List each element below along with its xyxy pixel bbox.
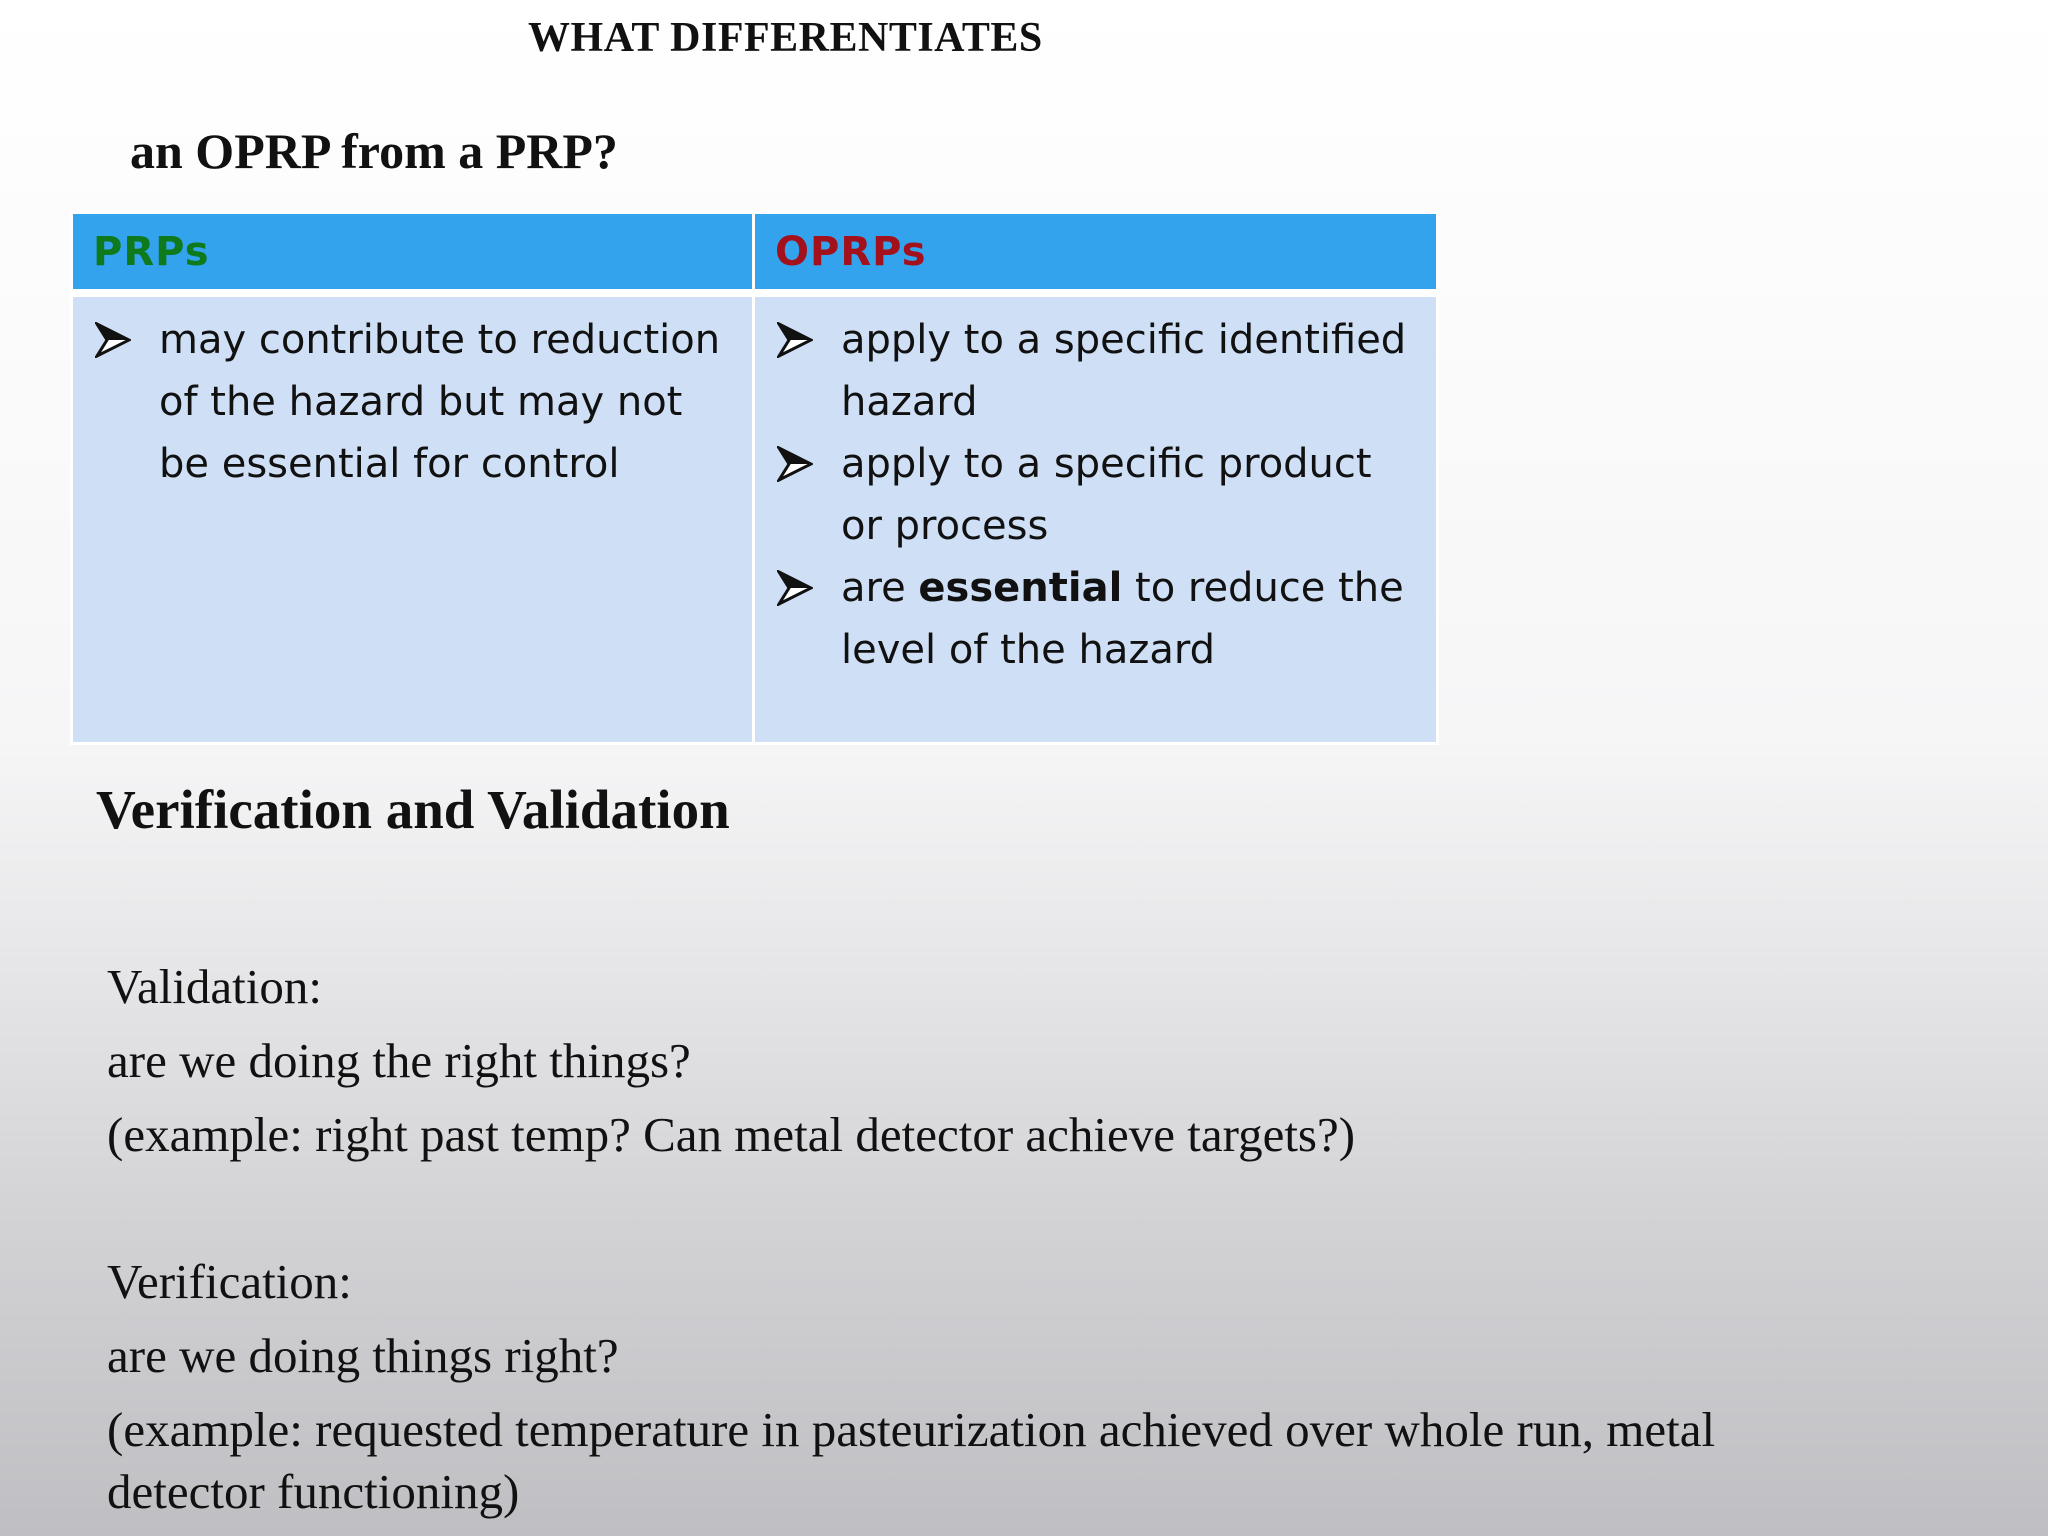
prp-bullet-text: may contribute to reduction of the hazard but may not be essential for control xyxy=(159,317,721,487)
list-item xyxy=(755,557,1436,681)
header-oprps: OPRPs xyxy=(754,213,1438,294)
arrowhead-bullet-icon xyxy=(777,322,813,358)
comparison-table xyxy=(70,211,1439,745)
list-item xyxy=(755,309,1436,433)
header-prps: PRPs xyxy=(72,213,754,294)
arrowhead-bullet-icon xyxy=(777,570,813,606)
arrowhead-bullet-icon xyxy=(777,446,813,482)
validation-label: Validation: xyxy=(107,959,323,1014)
section-heading: Verification and Validation xyxy=(96,779,730,840)
list-item xyxy=(73,309,752,495)
oprp-cell xyxy=(754,293,1438,744)
prp-bullet-list xyxy=(73,309,752,495)
table-body-row xyxy=(72,293,1438,744)
oprp-bullet-text-after: to reduce the level of the hazard xyxy=(841,565,1404,673)
verification-question: are we doing things right? xyxy=(107,1328,619,1383)
oprp-bullet-text-before: are xyxy=(841,565,919,611)
emphasis-essential: essential xyxy=(918,565,1123,611)
slide-subtitle: an OPRP from a PRP? xyxy=(130,123,618,179)
verification-example-line2: detector functioning) xyxy=(107,1464,520,1519)
validation-question: are we doing the right things? xyxy=(107,1033,691,1088)
oprp-bullet-text: apply to a specific identified hazard xyxy=(841,317,1407,425)
arrowhead-bullet-icon xyxy=(95,322,131,358)
verification-example-line1: (example: requested temperature in pasteurization achieved over whole run, metal xyxy=(107,1402,1716,1457)
table-header-row xyxy=(72,213,1438,294)
oprp-bullet-text: apply to a specific product or process xyxy=(841,441,1372,549)
list-item xyxy=(755,433,1436,557)
oprp-bullet-list xyxy=(755,309,1436,681)
verification-label: Verification: xyxy=(107,1254,352,1309)
slide-title: WHAT DIFFERENTIATES xyxy=(528,15,1043,61)
prp-cell xyxy=(72,293,754,744)
validation-example: (example: right past temp? Can metal detector achieve targets?) xyxy=(107,1107,1356,1162)
